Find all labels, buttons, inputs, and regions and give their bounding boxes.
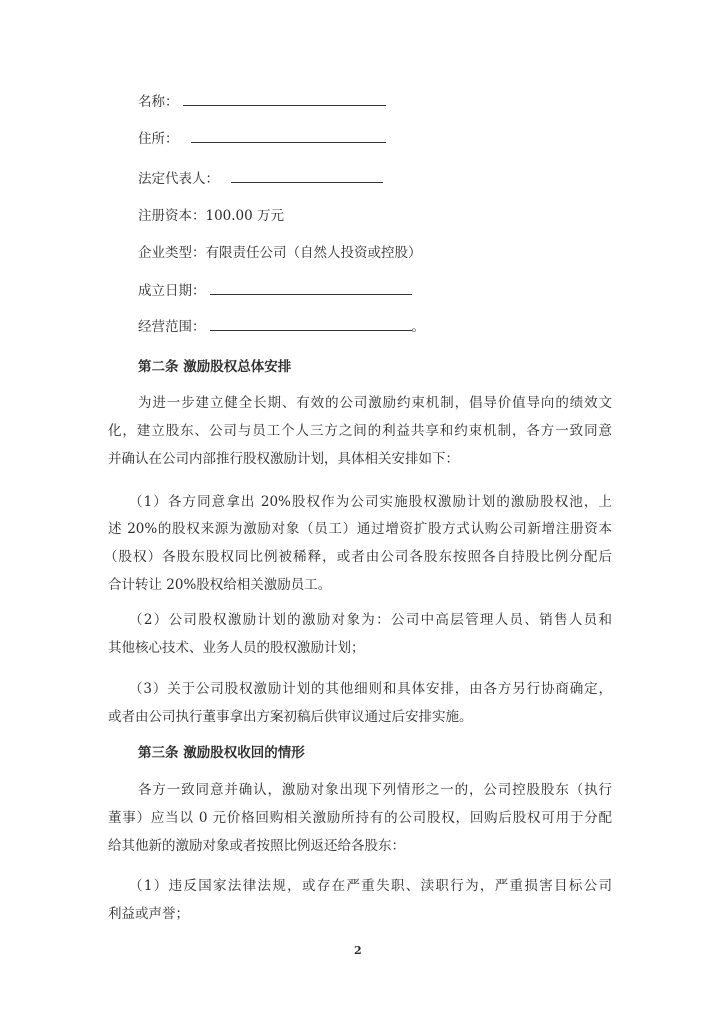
article-3-item-1-line: 利益或声誉； [108,906,189,922]
field-established-date [138,281,412,301]
field-label: 成立日期： [138,283,206,299]
article-2-item-1-line: （1）各方同意拿出 20%股权作为公司实施股权激励计划的激励股权池，上 [129,494,612,510]
article-3-intro-line: 董事）应当以 0 元价格回购相关激励所持有的公司股权，回购后股权可用于分配 [108,810,612,826]
field-label: 注册资本： [138,208,206,224]
article-3-intro-line: 各方一致同意并确认，激励对象出现下列情形之一的，公司控股股东（执行 [138,782,612,798]
field-business-scope [138,317,425,337]
field-label: 企业类型： [138,245,206,261]
blank-line [191,130,386,143]
field-label: 法定代表人： [138,171,219,187]
field-name [138,92,386,112]
field-company-type [138,243,422,263]
field-address [138,129,386,149]
field-value: 有限责任公司（自然人投资或控股） [205,245,422,261]
blank-line [210,282,412,295]
article-2-heading: 第二条 激励股权总体安排 [138,359,292,375]
article-2-item-3-line: 或者由公司执行董事拿出方案初稿后供审议通过后安排实施。 [108,709,473,725]
article-2-item-1-line: 合计转让 20%股权给相关激励员工。 [108,577,332,593]
article-2-item-3-line: （3）关于公司股权激励计划的其他细则和具体安排，由各方另行协商确定， [129,681,612,697]
field-suffix: 。 [411,319,425,335]
article-2-intro-line: 为进一步建立健全长期、有效的公司激励约束机制，倡导价值导向的绩效文 [138,395,612,411]
article-3-heading: 第三条 激励股权收回的情形 [138,745,305,761]
field-label: 名称： [138,94,179,110]
article-2-intro-line: 化，建立股东、公司与员工个人三方之间的利益共享和约束机制，各方一致同意 [108,423,612,439]
article-2-item-2-line: 其他核心技术、业务人员的股权激励计划； [108,640,365,656]
article-3-intro-line: 给其他新的激励对象或者按照比例返还给各股东： [108,838,405,854]
field-registered-capital [138,206,284,226]
field-value: 100.00 万元 [205,208,285,224]
page-number: 2 [354,944,362,957]
field-label: 住所： [138,131,179,147]
field-legal-rep [138,169,383,189]
article-2-item-1-line: （股权）各股东股权同比例被稀释，或者由公司各股东按照各自持股比例分配后 [104,549,612,565]
article-2-item-2-line: （2）公司股权激励计划的激励对象为：公司中高层管理人员、销售人员和 [129,612,612,628]
blank-line [210,318,412,331]
blank-line [183,93,386,106]
field-label: 经营范围： [138,319,206,335]
article-2-item-1-line: 述 20%的股权来源为激励对象（员工）通过增资扩股方式认购公司新增注册资本 [108,521,612,537]
article-2-intro-line: 并确认在公司内部推行股权激励计划，具体相关安排如下： [108,451,459,467]
blank-line [231,170,383,183]
article-3-item-1-line: （1）违反国家法律法规，或存在严重失职、渎职行为，严重损害目标公司 [129,878,612,894]
